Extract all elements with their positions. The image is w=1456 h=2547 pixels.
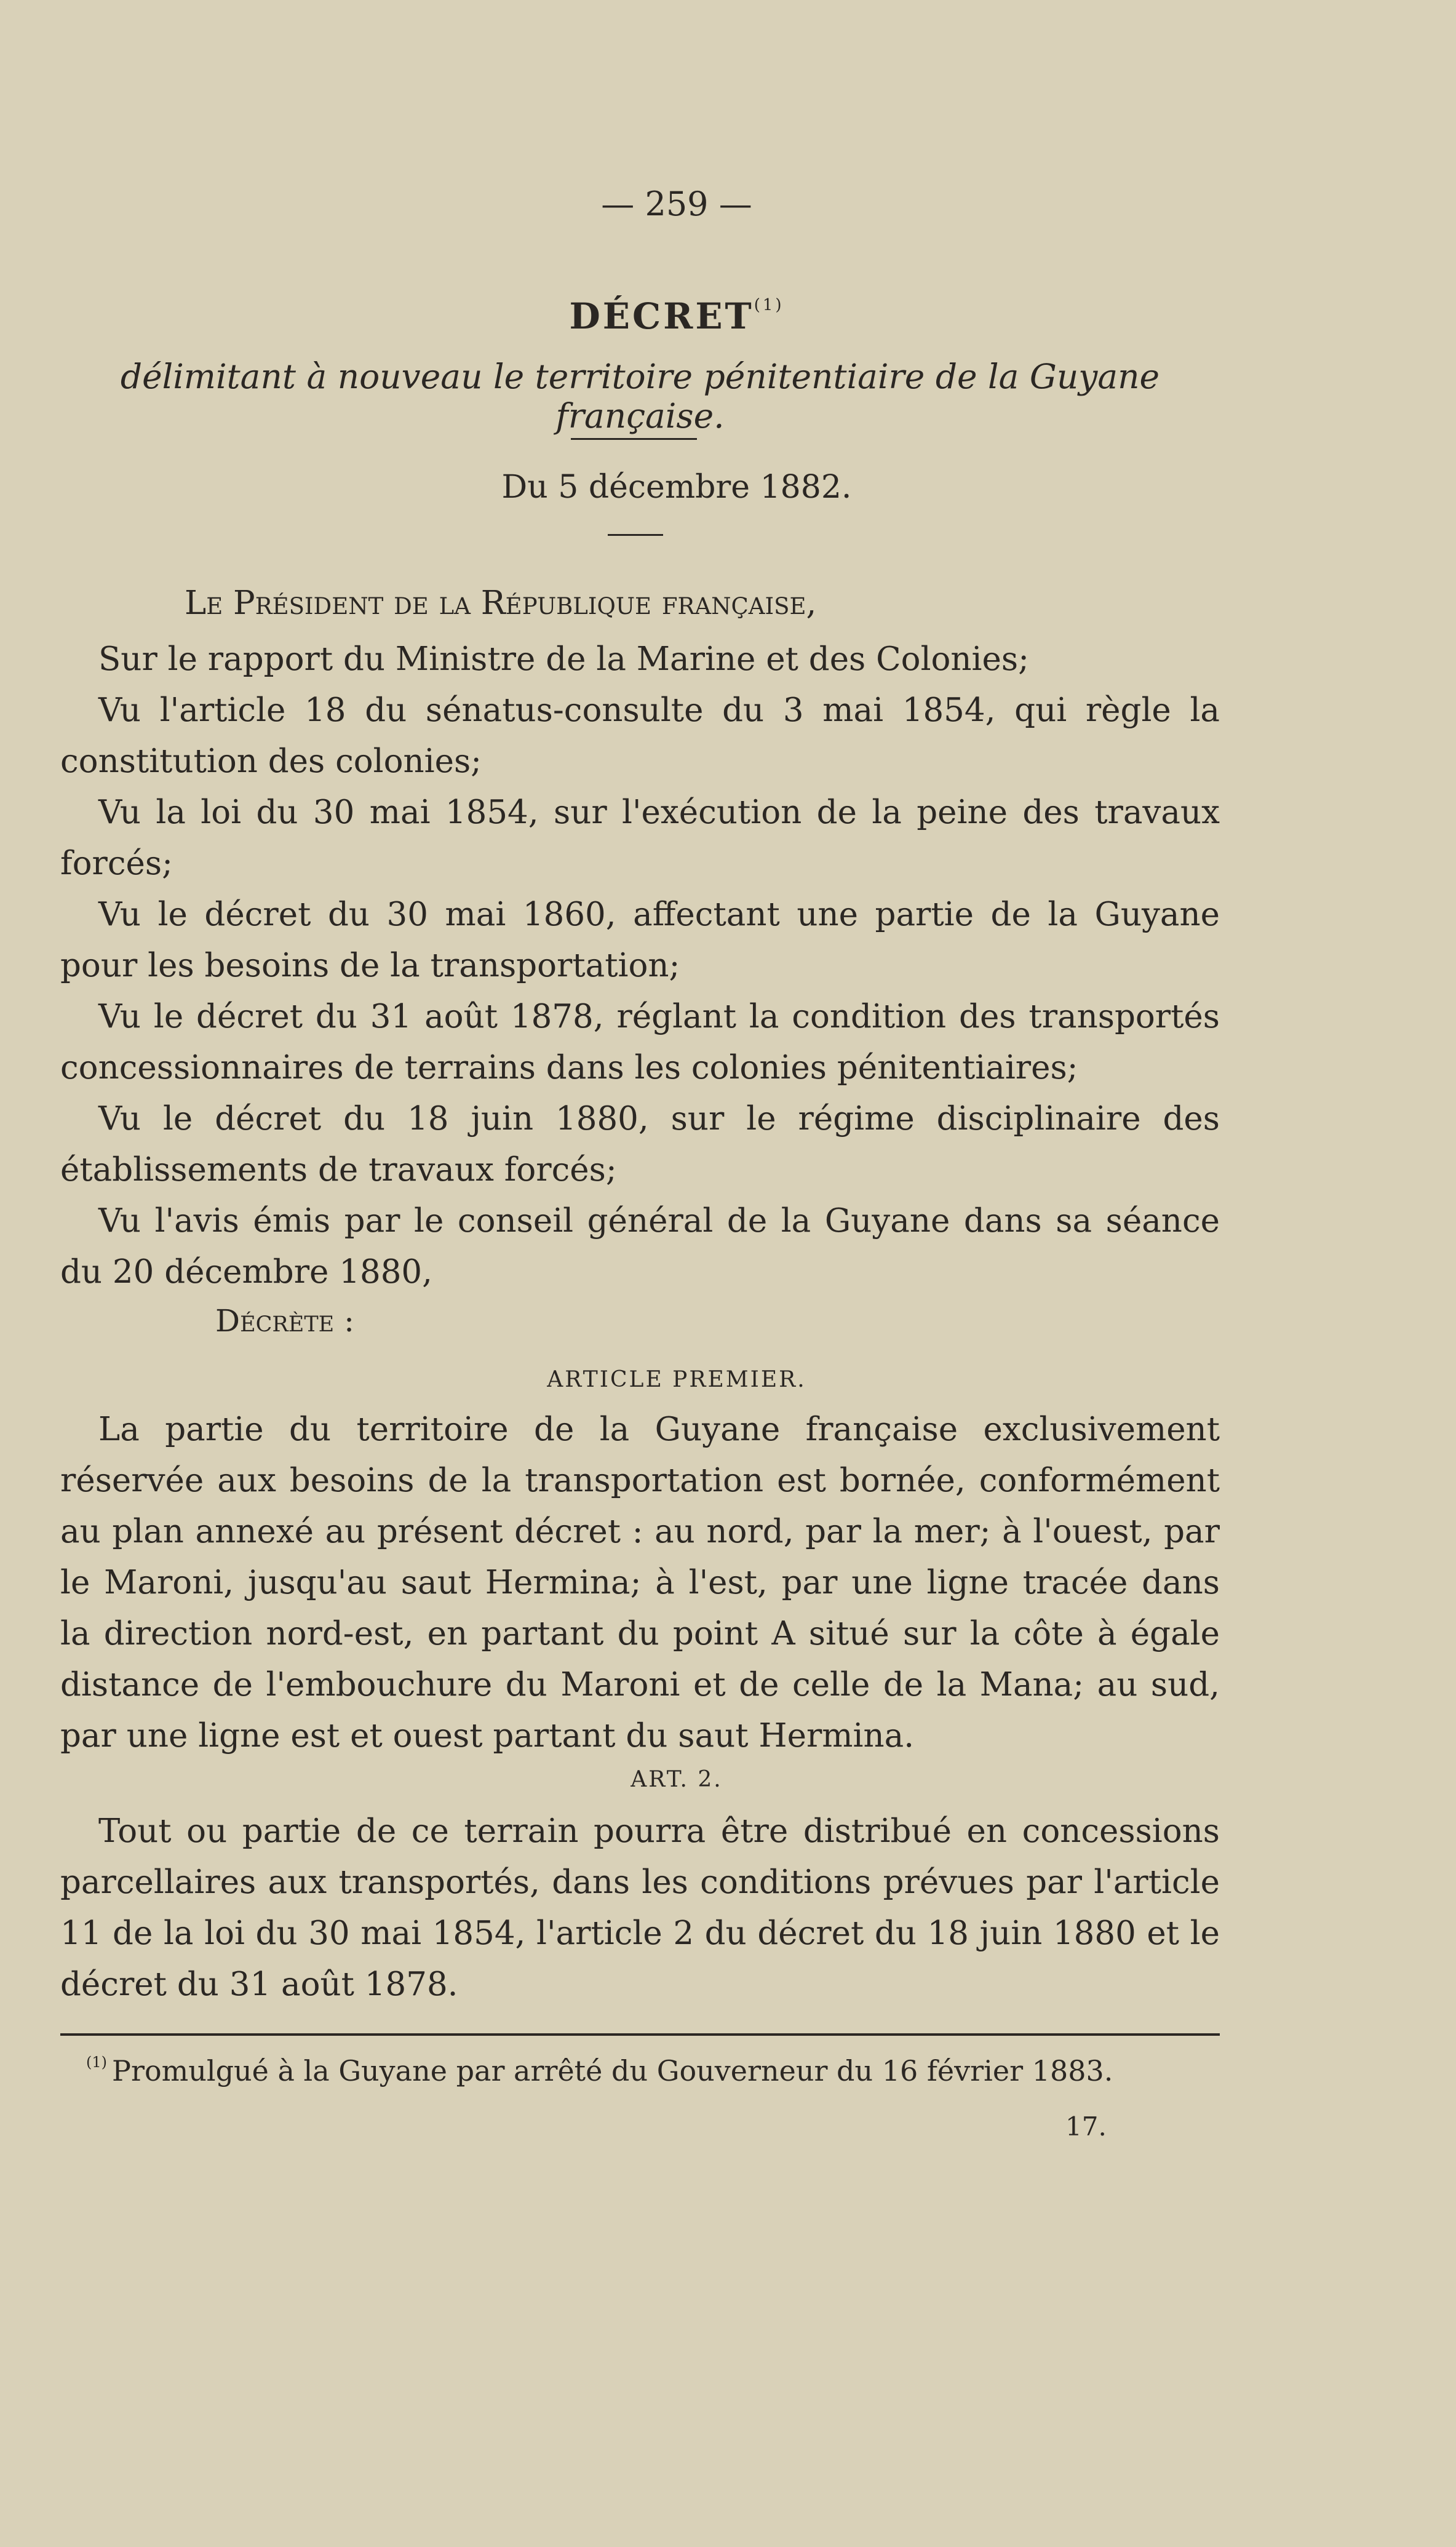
decree-title-text: DÉCRET [569, 295, 754, 337]
considerant-item: Vu la loi du 30 mai 1854, sur l'exécution de la peine des travaux forcés; [60, 794, 1220, 882]
footnote-text: Promulgué à la Guyane par arrêté du Gouverneur du 16 février 1883. [112, 2054, 1113, 2087]
article-2-body [60, 1806, 1220, 2010]
considerant-item: Vu le décret du 18 juin 1880, sur le régime disciplinaire des établissements de travaux forcés; [60, 1100, 1220, 1189]
decree-date: Du 5 décembre 1882. [501, 469, 852, 506]
footnote-marker: (1) [86, 2054, 107, 2071]
article-1-body [60, 1404, 1220, 1761]
considerants [60, 634, 1220, 1297]
footnote-rule [60, 2033, 1220, 2036]
considerant-item: Sur le rapport du Ministre de la Marine et des Colonies; [98, 640, 1029, 678]
considerant-item: Vu le décret du 30 mai 1860, affectant une partie de la Guyane pour les besoins de la transportation; [60, 896, 1220, 984]
president-line: Le Président de la République française, [185, 584, 817, 622]
title-note-marker: (1) [754, 296, 784, 314]
considerant-item: Vu l'avis émis par le conseil général de la Guyane dans sa séance du 20 décembre 1880, [60, 1202, 1220, 1291]
decrete-heading: Décrète : [215, 1303, 354, 1339]
considerant-item: Vu le décret du 31 août 1878, réglant la condition des transportés concessionnaires de terrains dans les colonies pénitentiaires; [60, 998, 1220, 1086]
signature-mark: 17. [1065, 2111, 1107, 2142]
date-rule [608, 534, 663, 536]
article-2-text: Tout ou partie de ce terrain pourra être distribué en concessions parcellaires aux transportés, dans les conditions prévues par l'article 11 de la loi du 30 mai 1854, l'article 2 du décret du 18 juin 1880 et le décret du 31 août 1878. [60, 1812, 1220, 2003]
decree-subtitle: délimitant à nouveau le territoire pénitentiaire de la Guyane française. [120, 357, 1160, 436]
considerant-item: Vu l'article 18 du sénatus-consulte du 3 mai 1854, qui règle la constitution des colonies; [60, 692, 1220, 780]
page-number: — 259 — [601, 185, 752, 223]
decree-title [0, 295, 1353, 337]
article-1-text: La partie du territoire de la Guyane française exclusivement réservée aux besoins de la transportation est bornée, conformément au plan annexé au présent décret : au nord, par la mer; à l'ouest, par le Maroni, jusqu'au saut Hermina; à l'est, par une ligne tracée dans la direction nord-est, en partant du point A situé sur la côte à égale distance de l'embouchure du Maroni et de celle de la Mana; au sud, par une ligne est et ouest partant du saut Hermina. [60, 1411, 1220, 1755]
title-rule [571, 438, 697, 440]
article-1-label: ARTICLE PREMIER. [547, 1367, 806, 1392]
article-2-label: ART. 2. [631, 1767, 723, 1792]
footnote [86, 2054, 1113, 2087]
